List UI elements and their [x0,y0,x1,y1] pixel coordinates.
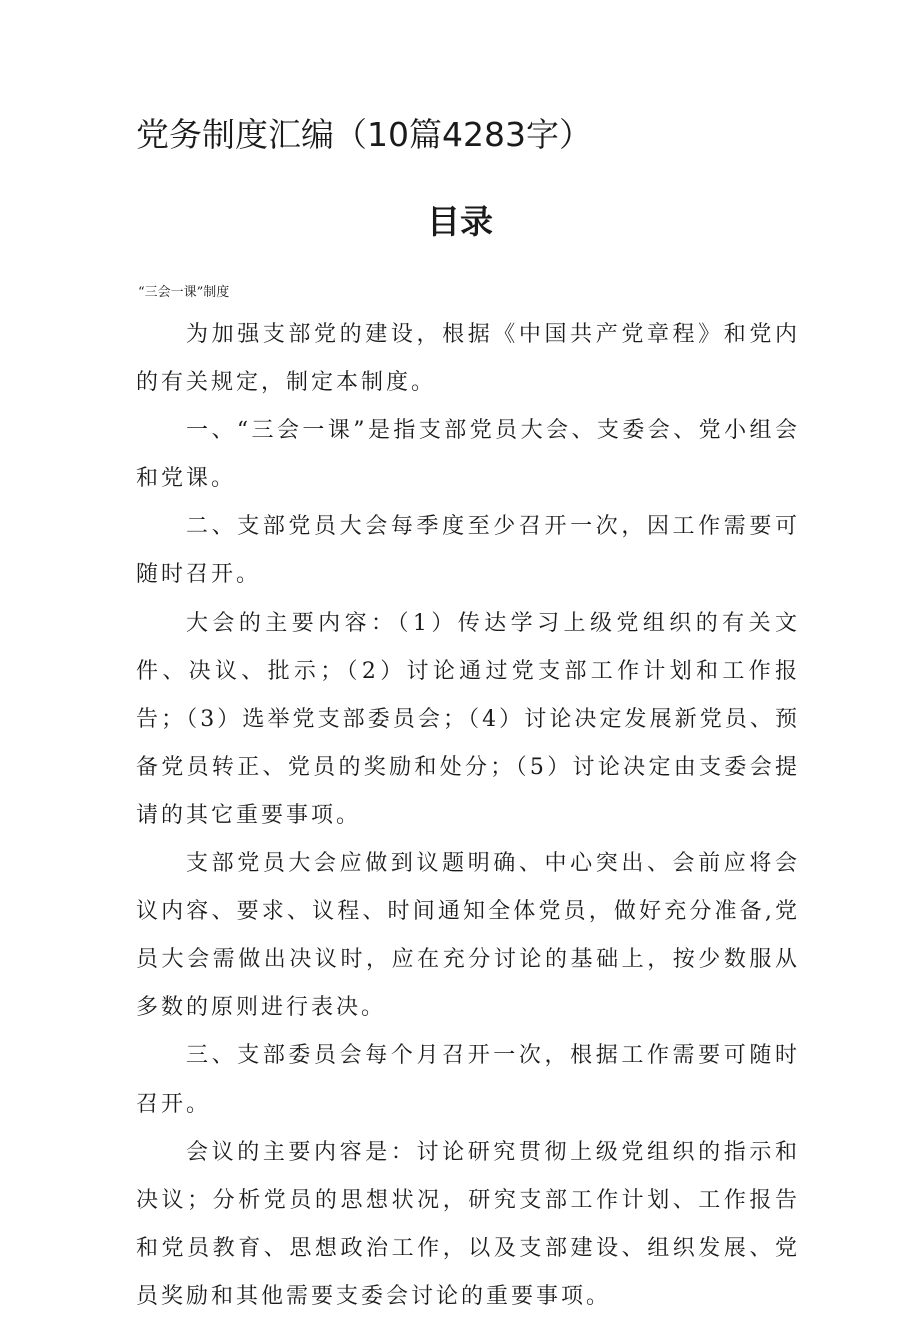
paragraph: 支部党员大会应做到议题明确、中心突出、会前应将会议内容、要求、议程、时间通知全体党员，做好充分准备,党员大会需做出决议时，应在充分讨论的基础上，按少数服从多数的原则进行表决。 [136,851,800,1021]
paragraph: 二、支部党员大会每季度至少召开一次，因工作需要可随时召开。 [136,514,800,588]
toc-entry[interactable]: “三会一课”制度 [138,285,230,300]
document-title: 党务制度汇编（10篇4283字） [136,115,592,154]
paragraph: 三、支部委员会每个月召开一次，根据工作需要可随时召开。 [136,1043,800,1117]
paragraph: 会议的主要内容是：讨论研究贯彻上级党组织的指示和决议；分析党员的思想状况，研究支部工作计划、工作报告和党员教育、思想政治工作，以及支部建设、组织发展、党员奖励和其他需要支委会讨论的重要事项。 [136,1139,800,1309]
paragraph: 大会的主要内容：（1）传达学习上级党组织的有关文件、决议、批示；（2）讨论通过党支部工作计划和工作报告；（3）选举党支部委员会；（4）讨论决定发展新党员、预备党员转正、党员的奖励和处分；（5）讨论决定由支委会提请的其它重要事项。 [136,610,800,828]
paragraph: 一、“三会一课”是指支部党员大会、支委会、党小组会和党课。 [136,418,800,492]
document-body [136,311,800,1321]
toc-heading: 目录 [427,202,493,241]
paragraph: 为加强支部党的建设，根据《中国共产党章程》和党内的有关规定，制定本制度。 [136,322,800,396]
